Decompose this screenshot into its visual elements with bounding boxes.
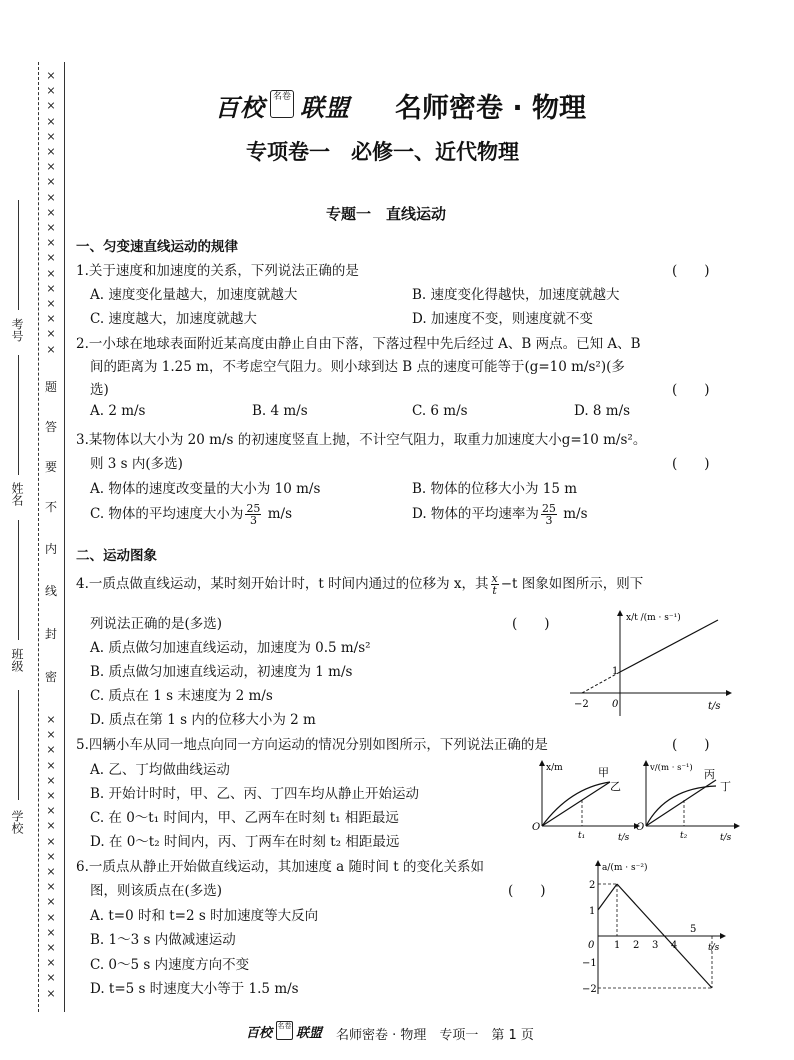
name-field-line — [18, 355, 19, 475]
q6-graph — [580, 856, 730, 996]
data-line — [620, 620, 718, 672]
cross-marks-bottom: × × × × × × × × × × × × × × × × × × × — [46, 713, 56, 1000]
fraction: $\frac{25}{3}$ — [246, 502, 261, 527]
y-axis-label: v/(m · s⁻¹) — [650, 763, 693, 773]
q6-option-a: A. t=0 时和 t=2 s 时加速度等大反向 — [90, 908, 319, 924]
side-label-id: 考号 — [10, 318, 24, 342]
footer-text: 名师密卷 · 物理 专项一 第 1 页 — [336, 1028, 534, 1043]
x-axis-arrow — [720, 933, 726, 939]
q1-option-a: A. 速度变化量越大，加速度就越大 — [90, 287, 298, 303]
q1-option-d: D. 加速度不变，则速度就不变 — [412, 311, 593, 327]
q1-answer-bracket: ( ) — [672, 263, 710, 279]
seal-char: 答 — [44, 420, 57, 434]
side-label-school: 学校 — [10, 810, 24, 834]
q6-option-c: C. 0～5 s 内速度方向不变 — [90, 957, 250, 973]
x-tick-label: 5 — [690, 924, 697, 935]
page-title: 名师密卷 · 物理 — [395, 93, 587, 124]
y-axis-arrow — [643, 760, 649, 766]
y-tick-label: −2 — [582, 984, 597, 995]
side-label-class: 班级 — [10, 648, 24, 672]
q5-option-d: D. 在 0～t₂ 时间内，丙、丁两车在时刻 t₂ 相距最远 — [90, 834, 400, 850]
seal-char: 不 — [44, 500, 57, 514]
origin-label: O — [636, 822, 645, 833]
seal-char: 内 — [44, 542, 57, 556]
q1-option-c: C. 速度越大，加速度就越大 — [90, 311, 257, 327]
x-axis-label: t/s — [708, 943, 720, 953]
q4-graph — [560, 608, 740, 720]
a-t-segment-1 — [598, 884, 617, 910]
x-tick-label: 3 — [652, 940, 659, 951]
y-axis-arrow — [595, 860, 601, 866]
t2-label: t₂ — [680, 831, 688, 841]
q5-stem: 5.四辆小车从同一地点向同一方向运动的情况分别如图所示，下列说法正确的是 — [76, 737, 548, 753]
q3-option-c: C. 物体的平均速度大小为 $\frac{25}{3}$ m/s — [90, 502, 293, 527]
x-axis-label: t/s — [720, 833, 732, 843]
brand-logo-text: 百校 — [215, 93, 265, 122]
binding-solid-line — [64, 62, 65, 1012]
x-tick-label: 4 — [671, 940, 678, 951]
series-ding-curve — [646, 786, 716, 826]
seal-char: 要 — [44, 460, 57, 474]
y-tick-label: 1 — [589, 906, 596, 917]
q4-stem-line2: 列说法正确的是(多选) — [90, 616, 223, 632]
q2-stem-line3: 选) — [90, 382, 109, 398]
series-label-ding: 丁 — [720, 780, 731, 793]
seal-char: 线 — [44, 584, 57, 598]
q4-option-b: B. 质点做匀加速直线运动，初速度为 1 m/s — [90, 664, 353, 680]
q2-stem-line1: 2.一小球在地球表面附近某高度由静止自由下落，下落过程中先后经过 A、B 两点。已知 A、B — [76, 336, 641, 352]
q3-answer-bracket: ( ) — [672, 456, 710, 472]
y-tick-label: 2 — [589, 880, 596, 891]
seal-char: 密 — [44, 670, 57, 684]
q4-option-d: D. 质点在第 1 s 内的位移大小为 2 m — [90, 712, 316, 728]
q2-option-b: B. 4 m/s — [252, 403, 308, 419]
q6-stem-line2: 图，则该质点在(多选) — [90, 883, 223, 899]
seal-char: 题 — [44, 380, 57, 394]
series-jia-line — [542, 782, 610, 826]
origin-label: O — [532, 822, 541, 833]
origin-label: 0 — [612, 699, 619, 710]
q5-option-a: A. 乙、丁均做曲线运动 — [90, 762, 230, 778]
y-axis-label: x/t /(m · s⁻¹) — [626, 613, 681, 623]
y-axis-arrow — [617, 610, 623, 616]
x-axis-label: t/s — [618, 833, 630, 843]
y-axis-arrow — [539, 760, 545, 766]
q5-answer-bracket: ( ) — [672, 737, 710, 753]
footer-brand: 百校 — [246, 1026, 273, 1041]
topic-title: 专题一 直线运动 — [326, 205, 447, 223]
cross-marks-top: × × × × × × × × × × × × × × × × × × × — [46, 69, 56, 356]
x-axis-arrow — [734, 823, 740, 829]
x-tick-label: 2 — [633, 940, 640, 951]
q3-option-d: D. 物体的平均速率为 $\frac{25}{3}$ m/s — [412, 502, 588, 527]
q4-option-c: C. 质点在 1 s 末速度为 2 m/s — [90, 688, 273, 704]
q3-stem-line2: 则 3 s 内(多选) — [90, 456, 183, 472]
section-heading-2: 二、运动图象 — [76, 548, 157, 564]
binding-dashed-line — [38, 62, 39, 1012]
q3-stem-line1: 3.某物体以大小为 20 m/s 的初速度竖直上抛，不计空气阻力，取重力加速度大小g=10 m/s²。 — [76, 432, 647, 448]
q6-option-b: B. 1～3 s 内做减速运动 — [90, 932, 236, 948]
series-label-yi: 乙 — [610, 780, 621, 793]
t1-label: t₁ — [578, 831, 586, 841]
x-tick-label: 1 — [614, 940, 621, 951]
q6-option-d: D. t=5 s 时速度大小等于 1.5 m/s — [90, 981, 299, 997]
fraction: $\frac{25}{3}$ — [541, 502, 556, 527]
q6-answer-bracket: ( ) — [508, 883, 546, 899]
x-axis-label: t/s — [708, 701, 721, 712]
y-tick-label: −1 — [582, 958, 597, 969]
y-tick-label: 1 — [612, 666, 619, 677]
class-field-line — [18, 520, 19, 640]
footer-seal: 名卷 — [276, 1021, 293, 1040]
origin-label: 0 — [588, 940, 595, 951]
side-label-name: 姓名 — [10, 482, 24, 506]
id-field-line — [18, 200, 19, 310]
fraction: $\frac{x}{t}$ — [491, 572, 498, 597]
q2-option-d: D. 8 m/s — [574, 403, 631, 419]
q5-option-c: C. 在 0～t₁ 时间内，甲、乙两车在时刻 t₁ 相距最远 — [90, 810, 399, 826]
y-axis-label: a/(m · s⁻²) — [602, 863, 648, 873]
q2-option-c: C. 6 m/s — [412, 403, 468, 419]
series-label-jia: 甲 — [598, 766, 609, 779]
q1-option-b: B. 速度变化得越快，加速度就越大 — [412, 287, 620, 303]
q3-option-a: A. 物体的速度改变量的大小为 10 m/s — [90, 481, 321, 497]
x-tick-label: −2 — [574, 699, 589, 710]
brand-logo-text-2: 联盟 — [300, 93, 350, 122]
q3-option-b: B. 物体的位移大小为 15 m — [412, 481, 578, 497]
section-heading-1: 一、匀变速直线运动的规律 — [76, 239, 238, 255]
brand-seal: 名卷 — [270, 90, 294, 118]
q2-answer-bracket: ( ) — [672, 382, 710, 398]
series-label-bing: 丙 — [704, 768, 715, 781]
x-axis-arrow — [726, 690, 732, 696]
y-axis-label: x/m — [546, 763, 563, 773]
footer-brand-2: 联盟 — [296, 1026, 323, 1041]
q5-graph-xt — [530, 758, 645, 844]
q6-stem-line1: 6.一质点从静止开始做直线运动，其加速度 a 随时间 t 的变化关系如 — [76, 859, 485, 875]
q4-stem-line1: 4.一质点做直线运动，某时刻开始计时，t 时间内通过的位移为 x，其 $\frac{x}{t}$ −t 图象如图所示，则下 — [76, 572, 644, 597]
q2-option-a: A. 2 m/s — [90, 403, 146, 419]
q2-stem-line2: 间的距离为 1.25 m，不考虑空气阻力。则小球到达 B 点的速度可能等于(g=10 m/s²)(多 — [90, 359, 625, 375]
q5-option-b: B. 开始计时时，甲、乙、丙、丁四车均从静止开始运动 — [90, 786, 420, 802]
seal-char: 封 — [44, 627, 57, 641]
q1-stem: 1.关于速度和加速度的关系，下列说法正确的是 — [76, 263, 359, 279]
q4-option-a: A. 质点做匀加速直线运动，加速度为 0.5 m/s² — [90, 640, 371, 656]
school-field-line — [18, 690, 19, 800]
q4-answer-bracket: ( ) — [512, 616, 550, 632]
page-subtitle: 专项卷一 必修一、近代物理 — [246, 140, 519, 164]
q5-graph-vt — [636, 758, 742, 844]
